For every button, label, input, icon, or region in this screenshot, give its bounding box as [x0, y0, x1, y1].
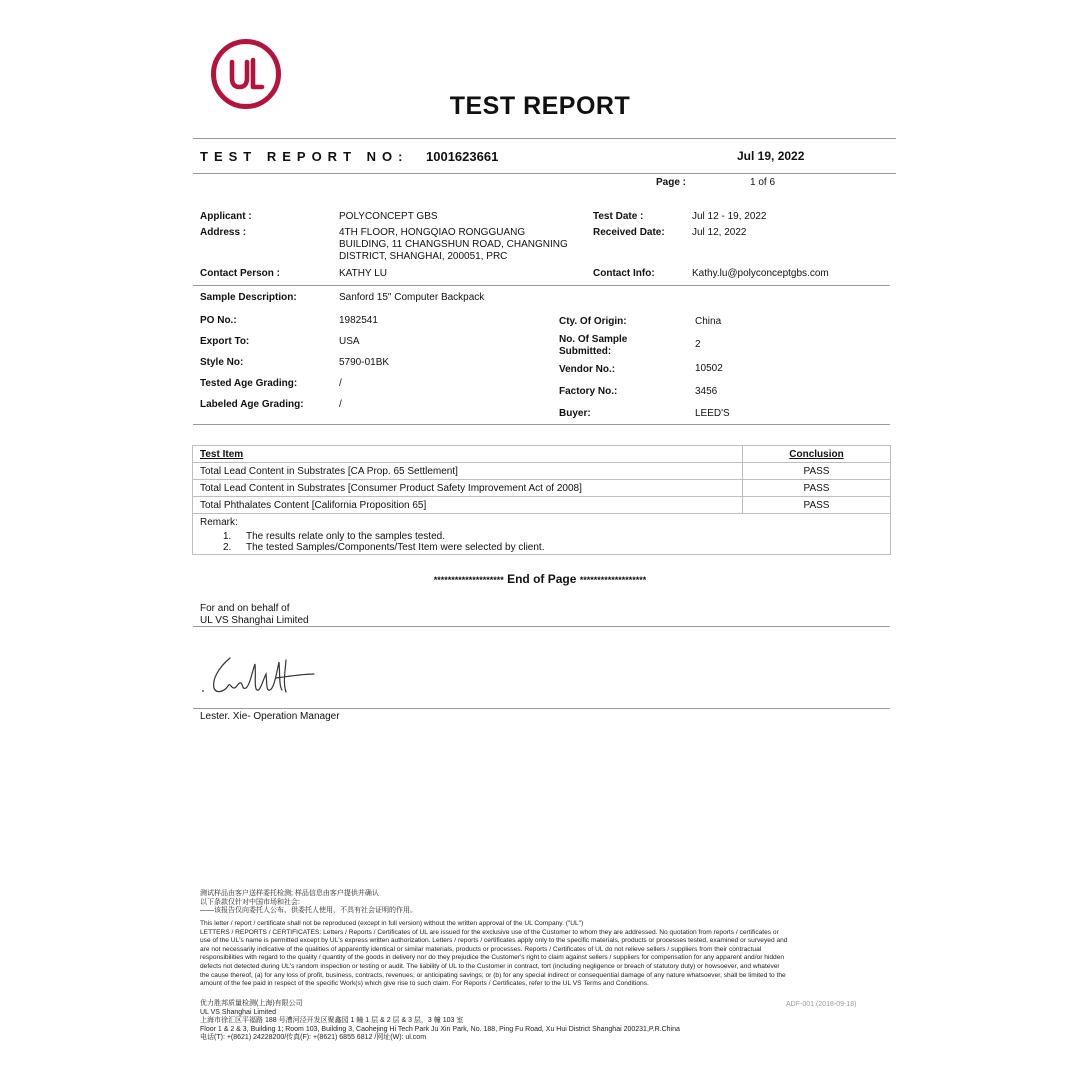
vendor-label: Vendor No.:: [559, 364, 616, 375]
style-number: 5790-01BK: [339, 357, 390, 368]
disclaimer-line: amount of the fee paid in respect of the specific Work(s) which give rise to such claim. For Reports / Certificates, refer to the UL VS Terms and Conditions.: [200, 980, 649, 988]
address-line-2: BUILDING, 11 CHANGSHUN ROAD, CHANGNING: [339, 239, 568, 250]
page-title: TEST REPORT: [449, 92, 631, 120]
conclusion-header: Conclusion: [743, 446, 891, 463]
received-date: Jul 12, 2022: [692, 227, 747, 238]
received-date-label: Received Date:: [593, 227, 665, 238]
remark-text: The tested Samples/Components/Test Item were selected by client.: [246, 542, 545, 553]
sample-count-label-2: Submitted:: [559, 346, 612, 357]
test-date-label: Test Date :: [593, 211, 644, 222]
company-name-cn: 优力胜邦质量检测(上海)有限公司: [200, 1000, 303, 1007]
company-name-en: UL VS Shanghai Limited: [200, 1008, 277, 1016]
sample-count: 2: [695, 339, 701, 350]
tested-age: /: [339, 378, 342, 389]
report-no: 1001623661: [426, 149, 499, 164]
origin-label: Cty. Of Origin:: [559, 316, 627, 327]
contact-info: Kathy.lu@polyconceptgbs.com: [692, 268, 829, 279]
table-row: [193, 480, 891, 497]
tested-age-label: Tested Age Grading:: [200, 378, 298, 389]
footer-cn-line: 以下条款仅针对中国市场和社会:: [200, 898, 300, 906]
sample-description-label: Sample Description:: [200, 292, 297, 303]
behalf-line-1: For and on behalf of: [200, 603, 290, 614]
factory-label: Factory No.:: [559, 386, 618, 397]
end-of-page: ******************** End of Page *******************: [433, 572, 647, 586]
footer-disclaimer: [200, 920, 787, 989]
applicant-value: POLYCONCEPT GBS: [339, 211, 438, 222]
signer-name: Lester. Xie- Operation Manager: [200, 711, 340, 722]
sample-description: Sanford 15" Computer Backpack: [339, 292, 485, 303]
report-date: Jul 19, 2022: [737, 149, 805, 163]
factory-number: 3456: [695, 386, 718, 397]
contact-person: KATHY LU: [339, 268, 387, 279]
buyer: LEED'S: [695, 408, 730, 419]
conclusion: PASS: [743, 480, 891, 497]
labeled-age: /: [339, 399, 342, 410]
test-item: Total Phthalates Content [California Proposition 65]: [193, 497, 743, 514]
contact-person-label: Contact Person :: [200, 268, 281, 279]
contact-info-label: Contact Info:: [593, 268, 655, 279]
test-item-header: Test Item: [193, 446, 743, 463]
disclaimer-line: the cause thereof, (a) for any loss of profit, business, contracts, revenues, or anticipating savings; or (b) for any special indirect or consequential damage of any nature whatsoever, shall be limited to the: [200, 971, 786, 979]
footer-cn-line: ——该报告仅向委托人公布、供委托人使用，不具有社会证明的作用。: [200, 907, 417, 915]
remarks-box: [192, 514, 891, 555]
remark-label: Remark:: [200, 517, 238, 528]
footer-company: [200, 1000, 680, 1043]
remark-num: 1.: [223, 531, 232, 542]
remark-text: The results relate only to the samples tested.: [246, 531, 445, 542]
table-header-row: [193, 446, 891, 463]
remark-num: 2.: [223, 542, 232, 553]
disclaimer-line: LETTERS / REPORTS / CERTIFICATES: Letters / Reports / Certificates of UL are issued for the exclusive use of the Customer to whom they are addressed. No quotation from reports / certificates or: [200, 928, 779, 936]
test-item: Total Lead Content in Substrates [CA Prop. 65 Settlement]: [193, 463, 743, 480]
disclaimer-line: use of the UL's name is permitted except by UL's express written authorization. Letters / reports / certificates apply only to the specific materials, products or processes tested, examined or surveyed and: [200, 937, 788, 945]
company-address-cn: 上海市徐汇区平福路 188 号漕河泾开发区聚鑫园 1 幢 1 层 & 2 层 & 3 层，3 幢 103 室: [200, 1017, 464, 1025]
export-to: USA: [339, 336, 360, 347]
disclaimer-line: defects not detected during UL's random inspection or testing or audit. The liability of UL to the Customer in contract, tort (including negligence or breach of statutory duty) or howsoever, and whatever: [200, 962, 780, 970]
address-line-3: DISTRICT, SHANGHAI, 200051, PRC: [339, 251, 508, 262]
address-line-1: 4TH FLOOR, HONGQIAO RONGGUANG: [339, 227, 526, 238]
conclusion: PASS: [743, 497, 891, 514]
conclusion: PASS: [743, 463, 891, 480]
export-label: Export To:: [200, 336, 250, 347]
test-results-table: [192, 445, 891, 514]
table-row: [193, 497, 891, 514]
company-contact: 电话(T): +(8621) 24228200/传真(F): +(8621) 6855 6812 /网址(W): ul.com: [200, 1034, 427, 1042]
disclaimer-line: responsibilities with regard to the quality / quantity of the goods in delivery nor do they prejudice the Customer's right to claim against sellers / suppliers for compensation for any apparent and/or hidden: [200, 954, 785, 962]
disclaimer-line: are not necessarily indicative of the qualities of apparently identical or similar materials, products or processes. Reports / Certificates of UL do not relieve sellers / suppliers from their contractual: [200, 945, 762, 953]
behalf-line-2: UL VS Shanghai Limited: [200, 615, 309, 626]
labeled-age-label: Labeled Age Grading:: [200, 399, 304, 410]
report-no-label: TEST REPORT NO:: [200, 149, 409, 164]
sample-count-label-1: No. Of Sample: [559, 334, 628, 345]
style-label: Style No:: [200, 357, 244, 368]
page-label: Page :: [656, 177, 687, 188]
applicant-label: Applicant :: [200, 211, 252, 222]
origin: China: [695, 316, 722, 327]
disclaimer-line: This letter / report / certificate shall not be reproduced (except in full version) without the written approval of the UL Company. ("UL"): [200, 920, 584, 927]
signature-image: [200, 650, 320, 698]
company-address-en: Floor 1 & 2 & 3, Building 1; Room 103, Building 3, Caohejing Hi Tech Park Ju Xin Park, No. 188, Ping Fu Road, Xu Hui District Shanghai 200231,P.R.China: [200, 1025, 680, 1033]
po-label: PO No.:: [200, 315, 237, 326]
address-label: Address :: [200, 227, 247, 238]
form-code: ADF-001 (2018-09-18): [786, 1001, 857, 1008]
test-date: Jul 12 - 19, 2022: [692, 211, 767, 222]
footer-cn-notes: [200, 890, 417, 916]
po-number: 1982541: [339, 315, 378, 326]
buyer-label: Buyer:: [559, 408, 591, 419]
footer-cn-line: 测试样品由客户送样委托检测; 样品信息由客户提供并确认: [200, 890, 379, 897]
test-item: Total Lead Content in Substrates [Consumer Product Safety Improvement Act of 2008]: [193, 480, 743, 497]
vendor-number: 10502: [695, 363, 723, 374]
page-number: 1 of 6: [750, 177, 776, 188]
table-row: [193, 463, 891, 480]
